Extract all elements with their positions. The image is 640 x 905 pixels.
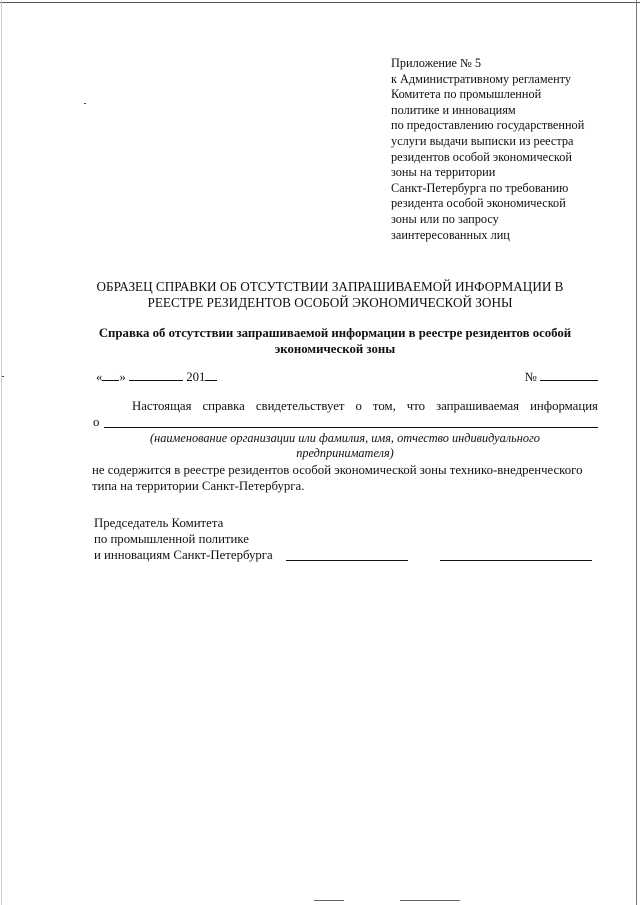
certificate-body <box>92 398 598 494</box>
body-continuation <box>92 462 598 494</box>
appendix-line: политике и инновациям <box>391 102 516 117</box>
body-word: справка <box>202 399 245 413</box>
scan-edge-left <box>1 0 2 905</box>
number-blank <box>540 368 598 381</box>
body-word: запрашиваемая <box>436 399 520 413</box>
date-number-line <box>96 368 598 386</box>
appendix-line: Приложение № 5 <box>391 56 482 70</box>
day-blank <box>102 368 119 381</box>
title-line-2: РЕЕСТРЕ РЕЗИДЕНТОВ ОСОБОЙ ЭКОНОМИЧЕСКОЙ ЗОНЫ <box>147 295 513 310</box>
appendix-line: резидента особой экономической <box>391 196 566 211</box>
appendix-line: Санкт-Петербурга по требованию <box>391 180 569 195</box>
date-field <box>96 368 217 385</box>
heading-line-1: Справка об отсутствии запрашиваемой информации в реестре резидентов особой <box>98 326 572 340</box>
body-word: что <box>406 399 426 413</box>
document-title <box>80 279 580 311</box>
appendix-line: Комитета по промышленной <box>391 87 542 102</box>
o-prefix: о <box>93 415 100 429</box>
number-sign: № <box>524 370 537 384</box>
body-word: Настоящая <box>132 399 192 413</box>
name-blank <box>440 560 592 561</box>
year-blank <box>205 368 217 381</box>
appendix-block <box>391 56 631 243</box>
caption-line-2: предпринимателя) <box>296 446 394 460</box>
signer-title-row-3 <box>94 547 604 563</box>
signature-block <box>94 515 604 563</box>
organization-blank <box>104 427 598 428</box>
appendix-line: зоны или по запросу <box>391 211 499 226</box>
appendix-line: заинтересованных лиц <box>391 227 510 242</box>
signature-blank <box>286 560 408 561</box>
signer-title-line-2: по промышленной политике <box>94 532 249 546</box>
number-field <box>525 368 598 385</box>
heading-line-2: экономической зоны <box>274 342 396 356</box>
scan-speck <box>2 376 4 377</box>
scan-mark <box>314 900 344 901</box>
scan-edge-right <box>636 0 637 905</box>
scan-edge-top <box>0 2 640 3</box>
appendix-line: по предоставлению государственной <box>391 118 585 133</box>
caption-line-1: (наименование организации или фамилия, имя, отчество индивидуального <box>150 431 540 445</box>
close-quote: » <box>119 370 126 384</box>
scan-footer-marks <box>300 900 500 902</box>
continuation-line-2: типа на территории Санкт-Петербурга. <box>92 479 305 493</box>
body-word: свидетельствует <box>255 399 345 413</box>
body-word: информация <box>530 399 598 413</box>
appendix-line: резидентов особой экономической <box>391 149 572 164</box>
appendix-line: к Административному регламенту <box>391 71 572 86</box>
appendix-line: услуги выдачи выписки из реестра <box>391 133 574 148</box>
field-caption <box>92 431 598 461</box>
certificate-heading <box>90 325 580 357</box>
scan-speck <box>84 103 86 104</box>
year-prefix: 201 <box>186 370 206 384</box>
continuation-line-1: не содержится в реестре резидентов особой экономической зоны технико-внедренческого <box>92 463 583 477</box>
appendix-line: зоны на территории <box>391 165 496 180</box>
scan-mark <box>400 900 460 901</box>
open-quote: « <box>96 370 103 384</box>
body-word: о <box>355 399 362 413</box>
title-line-1: ОБРАЗЕЦ СПРАВКИ ОБ ОТСУТСТВИИ ЗАПРАШИВАЕМОЙ ИНФОРМАЦИИ В <box>96 279 564 294</box>
organization-name-line <box>92 414 598 430</box>
body-word: том, <box>372 399 396 413</box>
signer-title-line-1: Председатель Комитета <box>94 516 224 530</box>
month-blank <box>129 368 183 381</box>
signer-title-line-3: и инновациям Санкт-Петербурга <box>94 548 273 562</box>
body-first-line <box>92 398 598 414</box>
